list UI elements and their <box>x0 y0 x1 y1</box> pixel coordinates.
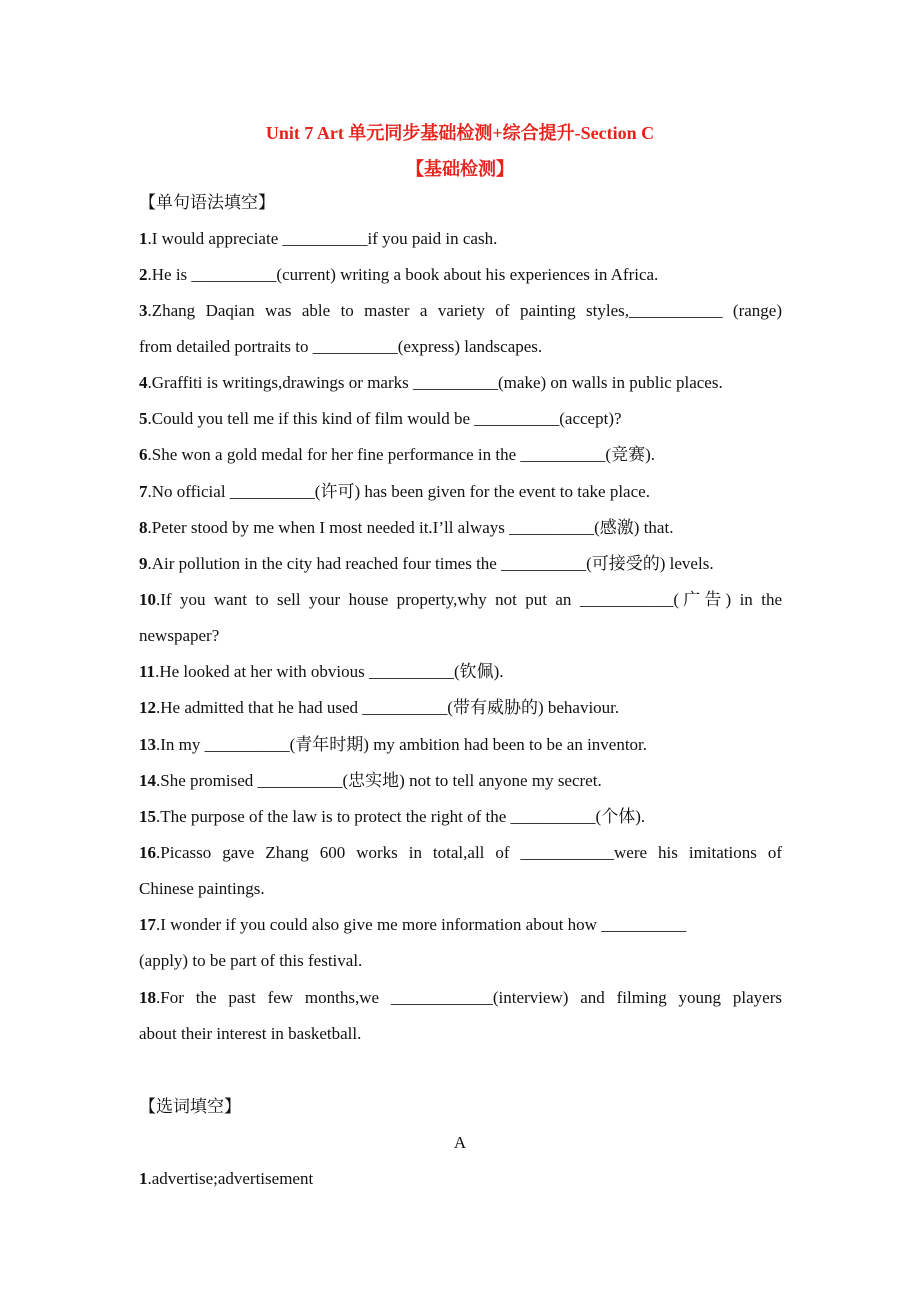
question-number: 11 <box>139 662 156 681</box>
question-number: 6 <box>139 445 148 464</box>
question-number: 4 <box>139 373 148 392</box>
question-line <box>139 842 782 864</box>
question-number: 13 <box>139 735 156 754</box>
question-text: .I wonder if you could also give me more information about how __________ <box>156 915 687 934</box>
question-line <box>139 806 782 828</box>
question-line <box>139 697 782 719</box>
question-text: .Picasso gave Zhang 600 works in total,all of ___________were his imitations of <box>156 843 782 862</box>
question-text: .He admitted that he had used __________(带有威胁的) behaviour. <box>156 698 620 717</box>
question-number: 5 <box>139 409 148 428</box>
question-text: (apply) to be part of this festival. <box>139 951 363 970</box>
question-number: 2 <box>139 265 148 284</box>
question-text: .No official __________(许可) has been given for the event to take place. <box>147 482 650 501</box>
question-text: .Could you tell me if this kind of film would be __________(accept)? <box>147 409 622 428</box>
question-number: 1 <box>139 229 148 248</box>
question-text: from detailed portraits to __________(express) landscapes. <box>139 337 543 356</box>
item-text: .advertise;advertisement <box>147 1169 314 1188</box>
question-number: 15 <box>139 807 156 826</box>
question-text: .For the past few months,we ____________(interview) and filming young players <box>156 988 782 1007</box>
section-heading-word-choice: 【选词填空】 <box>139 1097 241 1116</box>
question-text: .He is __________(current) writing a book about his experiences in Africa. <box>147 265 659 284</box>
question-continuation <box>139 1023 782 1045</box>
question-line <box>139 589 782 611</box>
item-number: 1 <box>139 1169 148 1188</box>
question-text: newspaper? <box>139 626 220 645</box>
question-line <box>139 987 782 1009</box>
question-text: .Graffiti is writings,drawings or marks __________(make) on walls in public places. <box>147 373 723 392</box>
question-continuation <box>139 625 782 647</box>
question-text: .In my __________(青年时期) my ambition had been to be an inventor. <box>156 735 648 754</box>
question-text: .She won a gold medal for her fine performance in the __________(竞赛). <box>147 445 655 464</box>
question-number: 16 <box>139 843 156 862</box>
question-line <box>139 553 782 575</box>
question-line <box>139 517 782 539</box>
question-line <box>139 770 782 792</box>
question-line <box>139 228 782 250</box>
question-number: 17 <box>139 915 156 934</box>
part-label: A <box>453 1133 467 1152</box>
question-number: 14 <box>139 771 156 790</box>
document-title: Unit 7 Art 单元同步基础检测+综合提升-Section C <box>265 123 655 143</box>
question-text: .I would appreciate __________if you paid in cash. <box>147 229 498 248</box>
question-text: .Zhang Daqian was able to master a variety of painting styles,___________ (range) <box>147 301 782 320</box>
question-continuation <box>139 878 782 900</box>
question-line <box>139 914 782 936</box>
question-text: .He looked at her with obvious __________(钦佩). <box>155 662 504 681</box>
question-number: 8 <box>139 518 148 537</box>
question-line <box>139 481 782 503</box>
question-line <box>139 408 782 430</box>
word-choice-item <box>139 1168 782 1190</box>
question-continuation <box>139 950 782 972</box>
question-number: 10 <box>139 590 156 609</box>
question-number: 18 <box>139 988 156 1007</box>
question-text: about their interest in basketball. <box>139 1024 362 1043</box>
question-line <box>139 372 782 394</box>
question-number: 3 <box>139 301 148 320</box>
section-heading-grammar: 【单句语法填空】 <box>139 193 275 212</box>
question-number: 12 <box>139 698 156 717</box>
question-line <box>139 444 782 466</box>
question-line <box>139 300 782 322</box>
question-line <box>139 734 782 756</box>
question-text: .Air pollution in the city had reached four times the __________(可接受的) levels. <box>147 554 714 573</box>
question-number: 7 <box>139 482 148 501</box>
question-text: .If you want to sell your house property,why not put an ___________(广告) in the <box>156 590 782 609</box>
question-line <box>139 264 782 286</box>
question-number: 9 <box>139 554 148 573</box>
question-text: .The purpose of the law is to protect the right of the __________(个体). <box>156 807 646 826</box>
document-subtitle: 【基础检测】 <box>406 159 514 179</box>
question-line <box>139 661 782 683</box>
question-text: .She promised __________(忠实地) not to tell anyone my secret. <box>156 771 602 790</box>
question-text: Chinese paintings. <box>139 879 265 898</box>
question-continuation <box>139 336 782 358</box>
question-text: .Peter stood by me when I most needed it.I’ll always __________(感激) that. <box>147 518 674 537</box>
